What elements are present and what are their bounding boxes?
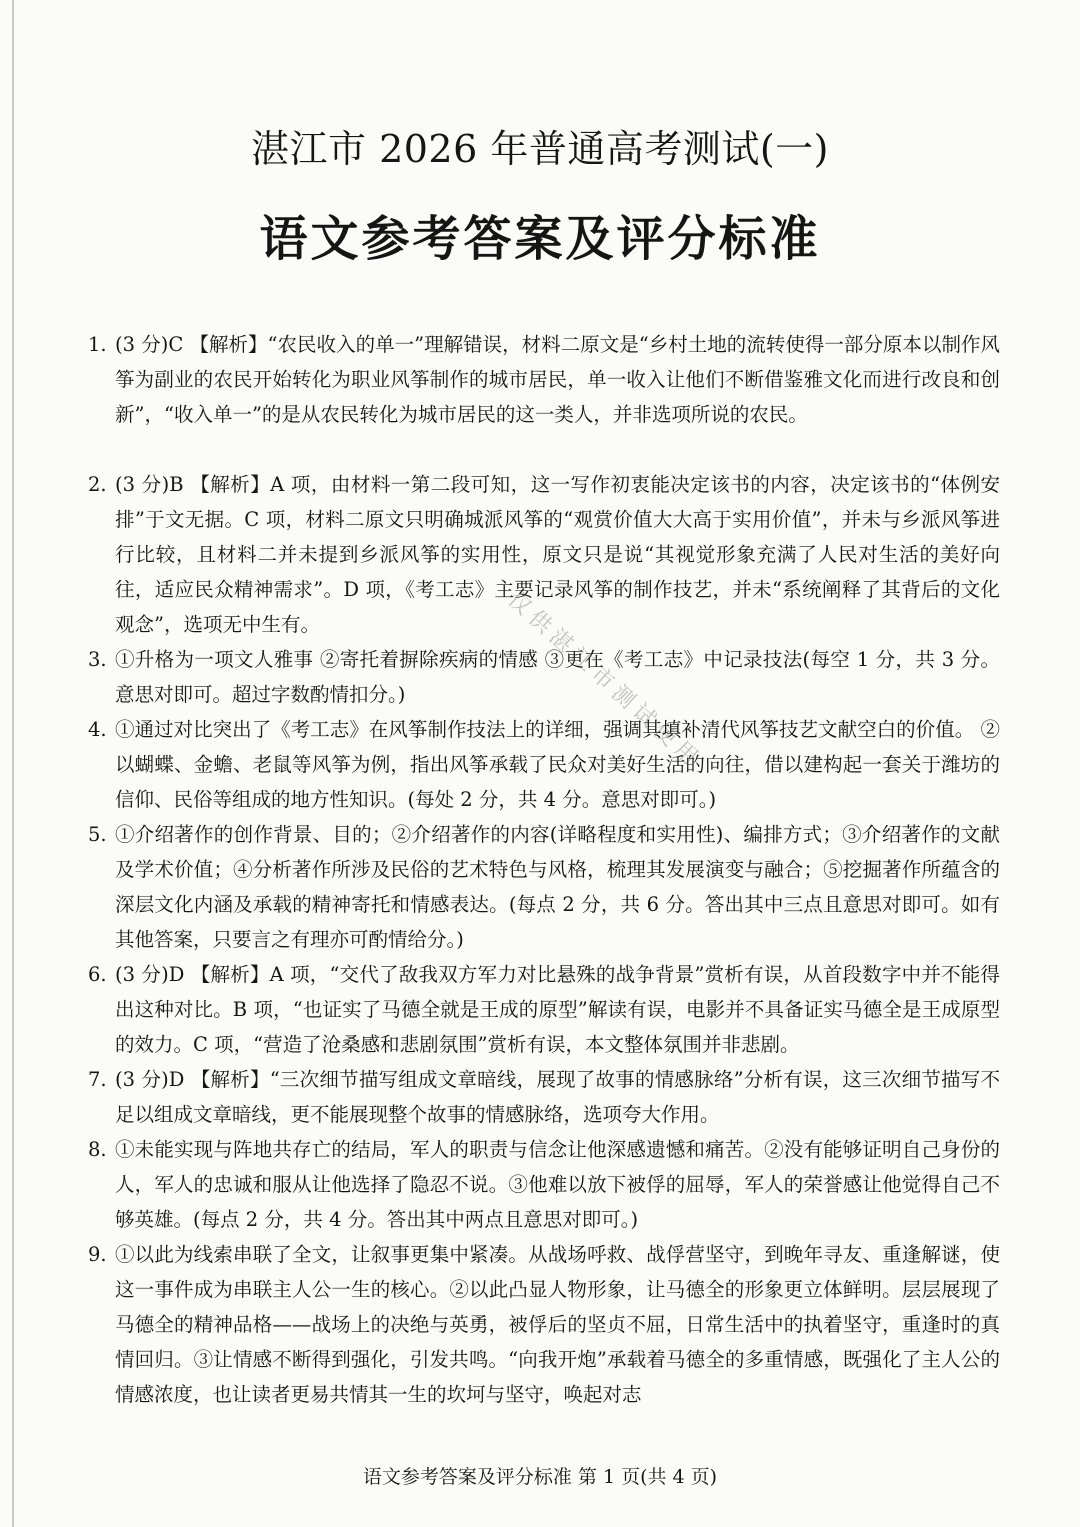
answer-text: (3 分)D 【解析】“三次细节描写组成文章暗线，展现了故事的情感脉络”分析有误，这三次细节描写不足以组成文章暗线，更不能展现整个故事的情感脉络，选项夸大作用。 xyxy=(115,1068,1000,1126)
answer-number: 2. xyxy=(88,473,107,496)
answer-text: ①升格为一项文人雅事 ②寄托着摒除疾病的情感 ③更在《考工志》中记录技法(每空 1 分，共 3 分。意思对即可。超过字数酌情扣分。) xyxy=(115,648,1000,706)
answer-item-6 xyxy=(80,957,1000,1062)
answer-item-4 xyxy=(80,712,1000,817)
answer-text: (3 分)C 【解析】“农民收入的单一”理解错误，材料二原文是“乡村土地的流转使得一部分原本以制作风筝为副业的农民开始转化为职业风筝制作的城市居民，单一收入让他们不断借鉴雅文化而进行改良和创新”，“收入单一”的是从农民转化为城市居民的这一类人，并非选项所说的农民。 xyxy=(115,333,1000,426)
answer-number: 8. xyxy=(88,1138,107,1161)
document-title: 语文参考答案及评分标准 xyxy=(259,211,821,267)
answer-number: 6. xyxy=(88,963,107,986)
answer-text: (3 分)B 【解析】A 项，由材料一第二段可知，这一写作初衷能决定该书的内容，决定该书的“体例安排”于文无据。C 项，材料二原文只明确城派风筝的“观赏价值大大高于实用价值”，并未与乡派风筝进行比较，且材料二并未提到乡派风筝的实用性，原文只是说“其视觉形象充满了人民对生活的美好向往，适应民众精神需求”。D 项，《考工志》主要记录风筝的制作技艺，并未“系统阐释了其背后的文化观念”，选项无中生有。 xyxy=(115,473,1000,636)
answer-item-3 xyxy=(80,642,1000,712)
answer-item-2 xyxy=(80,467,1000,642)
answer-item-5 xyxy=(80,817,1000,957)
answer-text: ①通过对比突出了《考工志》在风筝制作技法上的详细，强调其填补清代风筝技艺文献空白的价值。 ②以蝴蝶、金蟾、老鼠等风筝为例，指出风筝承载了民众对美好生活的向往，借以建构起一套关于潍坊的信仰、民俗等组成的地方性知识。(每处 2 分，共 4 分。意思对即可。) xyxy=(115,718,1000,811)
answer-item-1 xyxy=(80,327,1000,432)
exam-title: 湛江市 2026 年普通高考测试(一) xyxy=(250,127,830,171)
answer-item-8 xyxy=(80,1132,1000,1237)
answer-number: 9. xyxy=(88,1243,107,1266)
answer-number: 7. xyxy=(88,1068,107,1091)
page-footer: 语文参考答案及评分标准 第 1 页(共 4 页) xyxy=(362,1466,718,1488)
answer-item-7 xyxy=(80,1062,1000,1132)
answer-number: 5. xyxy=(88,823,107,846)
answer-text: ①以此为线索串联了全文，让叙事更集中紧凑。从战场呼救、战俘营坚守，到晚年寻友、重逢解谜，使这一事件成为串联主人公一生的核心。②以此凸显人物形象，让马德全的形象更立体鲜明。层层展现了马德全的精神品格——战场上的决绝与英勇，被俘后的坚贞不屈，日常生活中的执着坚守，重逢时的真情回归。③让情感不断得到强化，引发共鸣。“向我开炮”承载着马德全的多重情感，既强化了主人公的情感浓度，也让读者更易共情其一生的坎坷与坚守，唤起对志 xyxy=(115,1243,1000,1406)
answer-text: (3 分)D 【解析】A 项，“交代了敌我双方军力对比悬殊的战争背景”赏析有误，从首段数字中并不能得出这种对比。B 项，“也证实了马德全就是王成的原型”解读有误，电影并不具备证实马德全是王成原型的效力。C 项，“营造了沧桑感和悲剧氛围”赏析有误，本文整体氛围并非悲剧。 xyxy=(115,963,1000,1056)
answer-text: ①介绍著作的创作背景、目的；②介绍著作的内容(详略程度和实用性)、编排方式；③介绍著作的文献及学术价值；④分析著作所涉及民俗的艺术特色与风格，梳理其发展演变与融合；⑤挖掘著作所蕴含的深层文化内涵及承载的精神寄托和情感表达。(每点 2 分，共 6 分。答出其中三点且意思对即可。如有其他答案，只要言之有理亦可酌情给分。) xyxy=(115,823,1000,951)
watermark: 仅供湛江市测试使用 xyxy=(502,586,707,775)
answer-number: 3. xyxy=(88,648,107,671)
answer-number: 1. xyxy=(88,333,107,356)
answer-text: ①未能实现与阵地共存亡的结局，军人的职责与信念让他深感遗憾和痛苦。②没有能够证明自己身份的人，军人的忠诚和服从让他选择了隐忍不说。③他难以放下被俘的屈辱，军人的荣誉感让他觉得自己不够英雄。(每点 2 分，共 4 分。答出其中两点且意思对即可。) xyxy=(115,1138,1000,1231)
answer-number: 4. xyxy=(88,718,107,741)
answer-item-9 xyxy=(80,1237,1000,1412)
